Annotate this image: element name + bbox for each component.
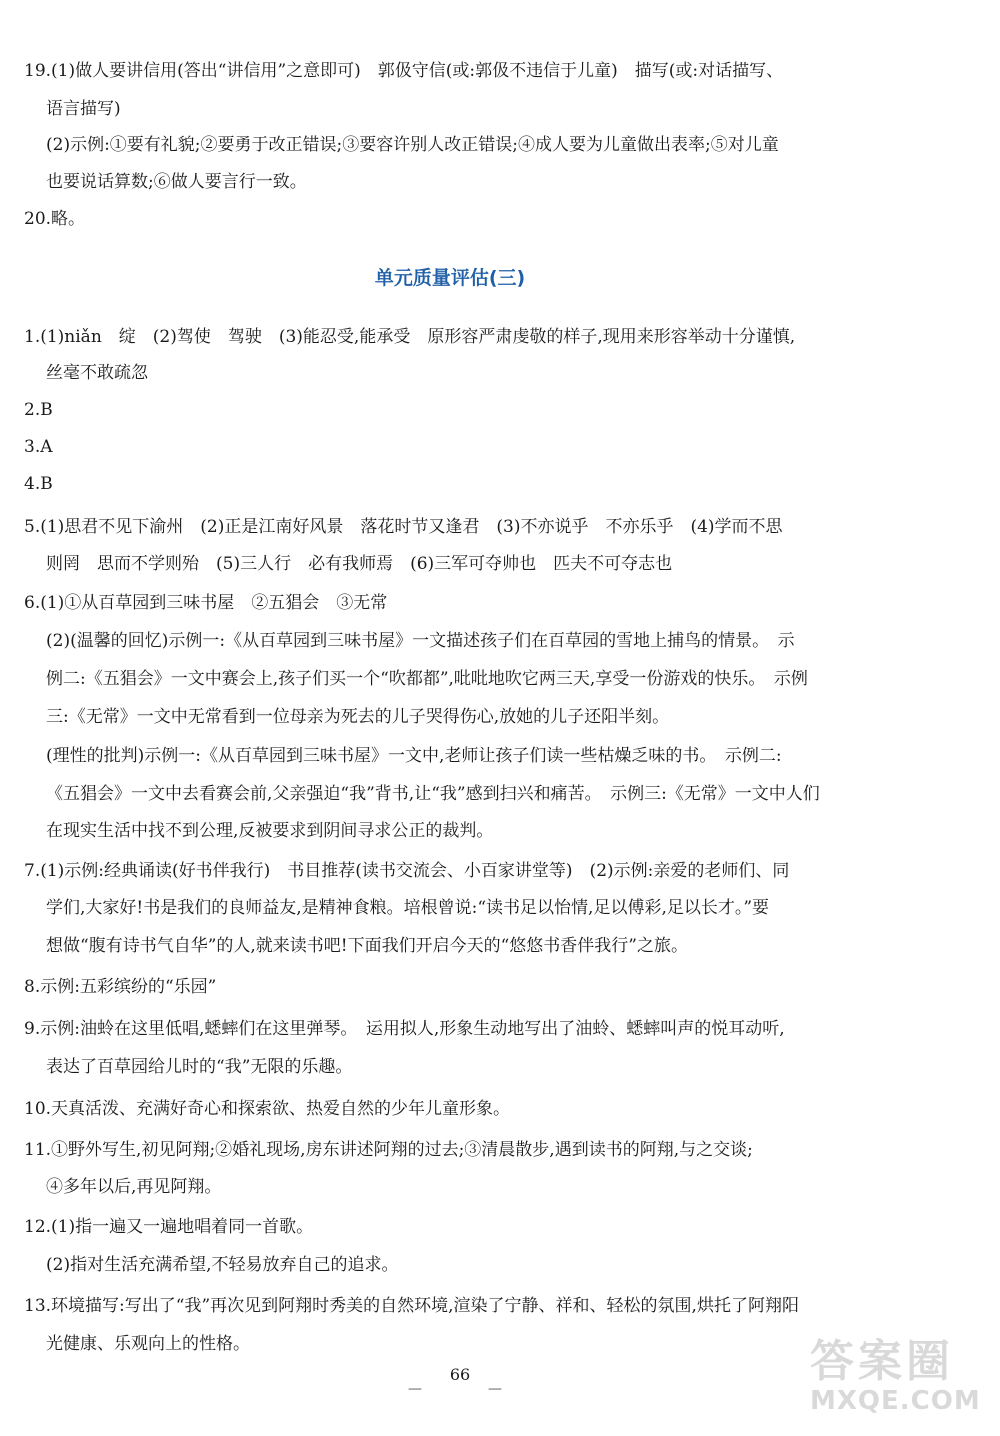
answer-line: ④多年以后,再见阿翔。 [46, 1177, 222, 1197]
answer-line: 11.①野外写生,初见阿翔;②婚礼现场,房东讲述阿翔的过去;③清晨散步,遇到读书的阿翔,与之交谈; [24, 1140, 753, 1160]
watermark-text-bottom: MXQE.COM [810, 1386, 981, 1416]
answer-line: 则罔 思而不学则殆 (5)三人行 必有我师焉 (6)三军可夺帅也 匹夫不可夺志也 [46, 554, 673, 574]
answer-line: 三:《无常》一文中无常看到一位母亲为死去的儿子哭得伤心,放她的儿子还阳半刻。 [46, 707, 670, 727]
watermark-logo [810, 1336, 980, 1416]
answer-line: (理性的批判)示例一:《从百草园到三味书屋》一文中,老师让孩子们读一些枯燥乏味的书。 示例二: [46, 746, 782, 766]
answer-line: 6.(1)①从百草园到三味书屋 ②五猖会 ③无常 [24, 593, 388, 613]
answer-line: 丝毫不敢疏忽 [46, 363, 148, 383]
answer-line: 表达了百草园给儿时的“我”无限的乐趣。 [46, 1057, 353, 1077]
answer-line: (2)指对生活充满希望,不轻易放弃自己的追求。 [46, 1255, 399, 1275]
answer-line: 学们,大家好!书是我们的良师益友,是精神食粮。培根曾说:“读书足以怡情,足以傅彩,足以长才。”要 [46, 898, 770, 918]
answer-line: 《五猖会》一文中去看赛会前,父亲强迫“我”背书,让“我”感到扫兴和痛苦。 示例三:《无常》一文中人们 [46, 784, 820, 804]
answer-line: 2.B [24, 400, 53, 420]
page-number-dash: — [488, 1381, 502, 1397]
answer-line: 9.示例:油蛉在这里低唱,蟋蟀们在这里弹琴。 运用拟人,形象生动地写出了油蛉、蟋蟀叫声的悦耳动听, [24, 1019, 785, 1039]
page-number: 66 [449, 1365, 471, 1384]
answer-line: 也要说话算数;⑥做人要言行一致。 [46, 172, 307, 192]
answer-line: 19.(1)做人要讲信用(答出“讲信用”之意即可) 郭伋守信(或:郭伋不违信于儿童) 描写(或:对话描写、 [24, 61, 784, 81]
answer-line: 3.A [24, 437, 53, 457]
answer-line: 想做“腹有诗书气自华”的人,就来读书吧!下面我们开启今天的“悠悠书香伴我行”之旅。 [46, 936, 688, 956]
answer-line: 8.示例:五彩缤纷的“乐园” [24, 977, 217, 997]
answer-line: 20.略。 [24, 209, 86, 229]
answer-line: 5.(1)思君不见下渝州 (2)正是江南好风景 落花时节又逢君 (3)不亦说乎 不亦乐乎 (4)学而不思 [24, 517, 783, 537]
answer-line: 在现实生活中找不到公理,反被要求到阴间寻求公正的裁判。 [46, 821, 494, 841]
answer-line: 13.环境描写:写出了“我”再次见到阿翔时秀美的自然环境,渲染了宁静、祥和、轻松的氛围,烘托了阿翔阳 [24, 1296, 799, 1316]
page-number-dash: — [408, 1381, 422, 1397]
answer-line: 4.B [24, 474, 53, 494]
answer-line: 12.(1)指一遍又一遍地唱着同一首歌。 [24, 1217, 314, 1237]
answer-line: 10.天真活泼、充满好奇心和探索欲、热爱自然的少年儿童形象。 [24, 1099, 511, 1119]
answer-line: 语言描写) [46, 99, 121, 119]
answer-line: 1.(1)niǎn 绽 (2)驾使 驾驶 (3)能忍受,能承受 原形容严肃虔敬的样子,现用来形容举动十分谨慎, [24, 327, 796, 347]
answer-line: 光健康、乐观向上的性格。 [46, 1334, 250, 1354]
answer-line: (2)(温馨的回忆)示例一:《从百草园到三味书屋》一文描述孩子们在百草园的雪地上捕鸟的情景。 示 [46, 631, 795, 651]
answer-line: 7.(1)示例:经典诵读(好书伴我行) 书目推荐(读书交流会、小百家讲堂等) (2)示例:亲爱的老师们、同 [24, 861, 790, 881]
answer-line: 例二:《五猖会》一文中赛会上,孩子们买一个“吹都都”,吡吡地吹它两三天,享受一份游戏的快乐。 示例 [46, 669, 808, 689]
section-heading: 单元质量评估(三) [374, 267, 526, 289]
watermark-text-top: 答案圈 [810, 1336, 954, 1387]
answer-line: (2)示例:①要有礼貌;②要勇于改正错误;③要容许别人改正错误;④成人要为儿童做出表率;⑤对儿童 [46, 135, 779, 155]
